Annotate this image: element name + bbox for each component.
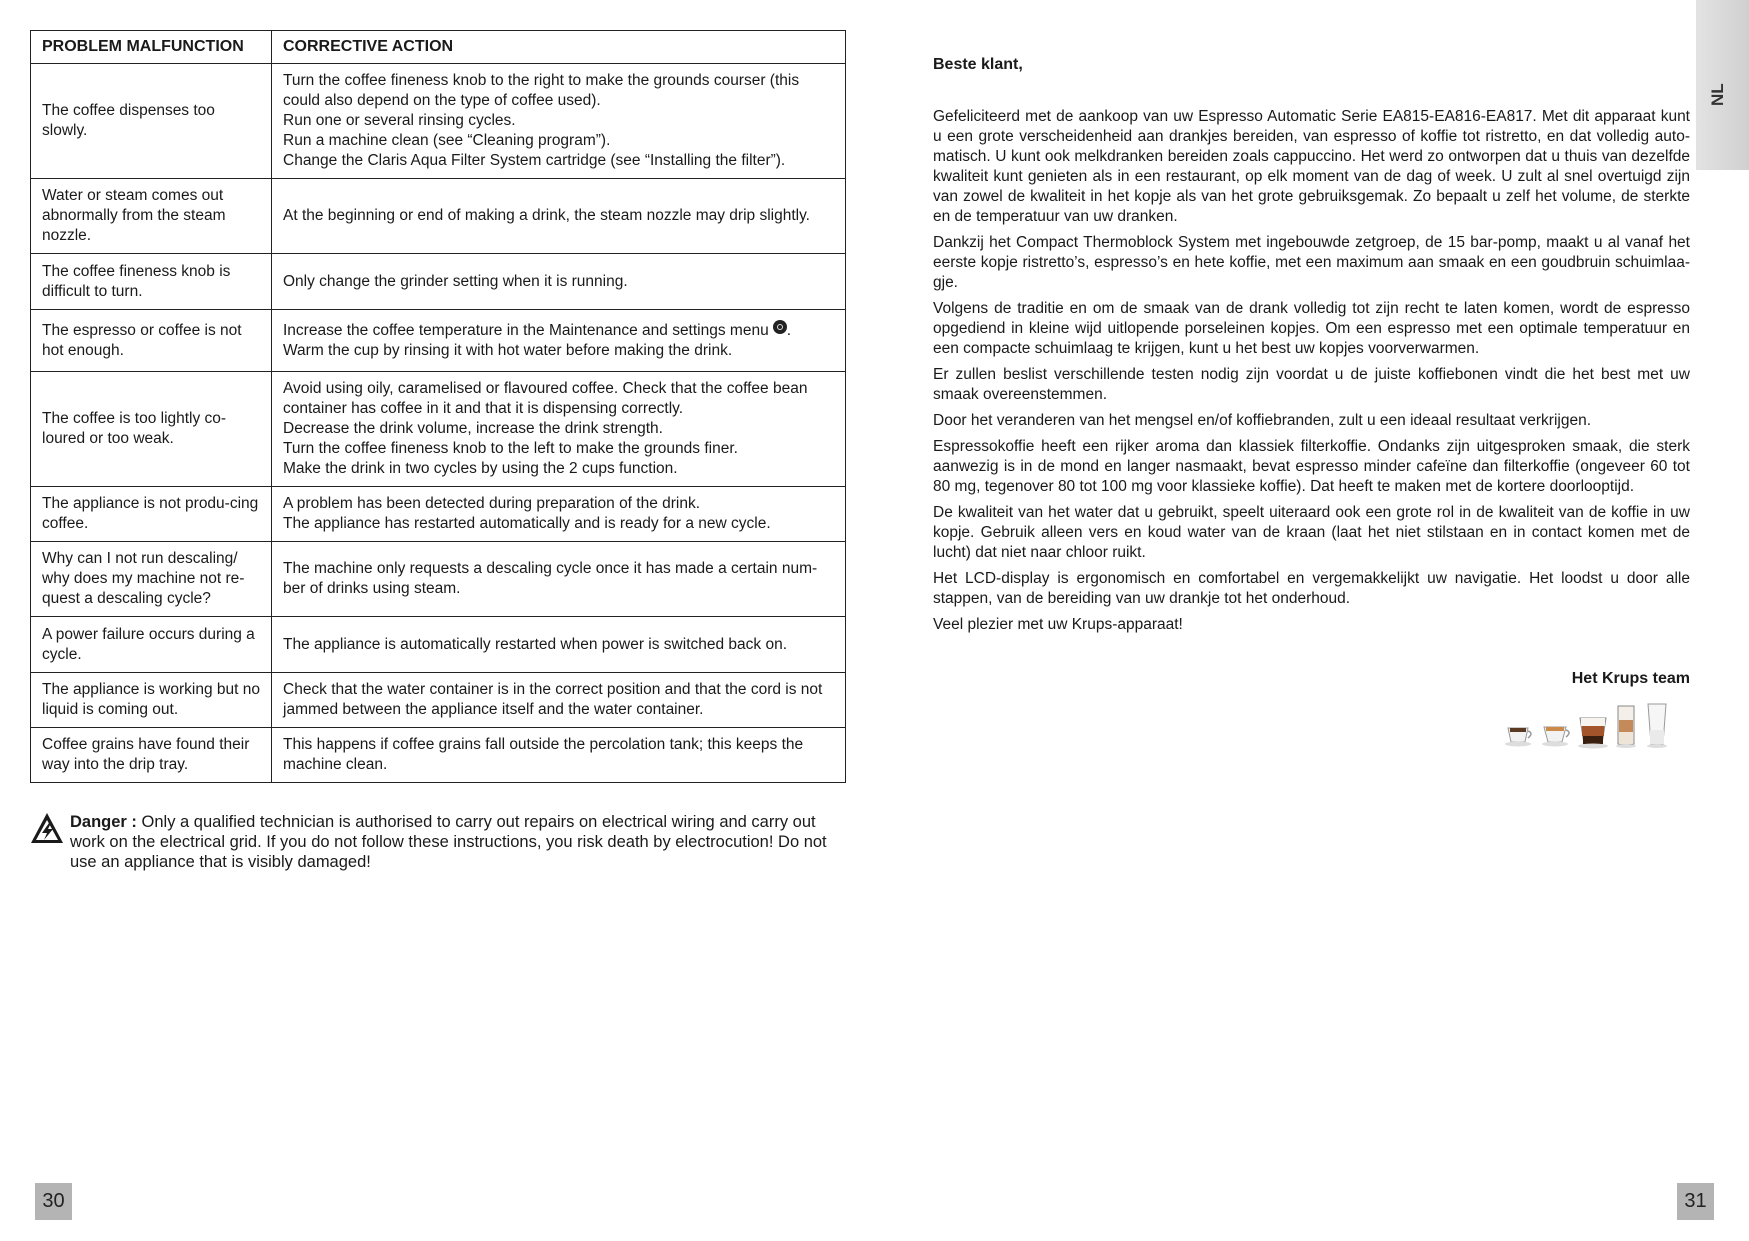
- intro-paragraph: Door het veranderen van het mengsel en/of koffiebranden, zult u een ideaal resultaat verkrijgen.: [933, 412, 1592, 429]
- problem-cell: The coffee is too lightly co-loured or too weak.: [31, 372, 272, 487]
- intro-paragraph: Gefeliciteerd met de aankoop van uw Espresso Automatic Serie EA815-EA816-EA817. Met dit apparaat kunt u een grote verscheidenheid aan drankjes bereiden, van espresso of koffie tot ristretto, en dat volledig auto-matisch. U kunt ook melkdranken bereiden zoals cappuccino. Het werd zo ontworpen dat u thuis van dezelfde kwaliteit kunt genieten als in een restaurant, op elk moment van de dag of week. U zult al snel overtuigd zijn van zowel de kwaliteit in het kopje als van het grote gebruiksgemak. Zo bepaalt u zelf het volume, de sterkte en de temperatuur van uw dranken.: [933, 108, 1690, 225]
- action-cell: [272, 728, 846, 783]
- action-text: Increase the coffee temperature in the Maintenance and settings menu: [283, 322, 769, 339]
- intro-paragraph: Veel plezier met uw Krups-apparaat!: [933, 616, 1183, 633]
- table-row: [31, 64, 846, 179]
- action-line: The appliance is automatically restarted when power is switched back on.: [283, 635, 788, 653]
- action-line: Turn the coffee fineness knob to the right to make the grounds courser (this could also depend on the type of coffee used).: [283, 72, 800, 109]
- action-line: Run one or several rinsing cycles.: [283, 112, 516, 129]
- intro-paragraph: De kwaliteit van het water dat u gebruikt, speelt uiteraard ook een grote rol in de kwaliteit van de koffie in uw kopje. Gebruik alleen vers en koud water van de kraan (laat het niet stilstaan en in contact komen met de lucht) dat niet naar chloor ruikt.: [933, 504, 1690, 561]
- language-tab-label: NL: [1708, 83, 1727, 106]
- cappuccino-glass-icon: [1578, 718, 1608, 749]
- espresso-cup-icon: [1505, 728, 1531, 747]
- problem-cell: The coffee fineness knob is difficult to turn.: [31, 254, 272, 310]
- action-line: A problem has been detected during preparation of the drink.: [283, 495, 701, 512]
- action-line: Decrease the drink volume, increase the drink strength.: [283, 420, 663, 437]
- action-cell: [272, 487, 846, 542]
- column-header-problem: PROBLEM MALFUNCTION: [31, 31, 272, 64]
- action-line: At the beginning or end of making a drink, the steam nozzle may drip slightly.: [283, 207, 810, 224]
- intro-paragraph: Het LCD-display is ergonomisch en comfortabel en vergemakkelijkt uw navigatie. Het loodst u door alle stappen, van de bereiding van uw drankje tot het onderhoud.: [933, 570, 1690, 607]
- action-cell: [272, 310, 846, 372]
- action-cell: [272, 617, 846, 673]
- intro-paragraph: Espressokoffie heeft een rijker aroma dan klassiek filterkoffie. Ondanks zijn uitgesproken smaak, die sterk aanwezig is in de mond en langer nasmaakt, bevat espresso minder cafeïne dan filterkoffie (ongeveer 60 tot 80 mg, tegenover 80 tot 100 mg voor klassieke koffie). Dat heeft te maken met de kortere doorlooptijd.: [933, 438, 1690, 495]
- tall-glass-icon: [1647, 704, 1667, 748]
- troubleshooting-section: [30, 30, 845, 783]
- column-header-action: CORRECTIVE ACTION: [272, 31, 846, 64]
- action-cell: [272, 64, 846, 179]
- table-row: [31, 542, 846, 617]
- problem-cell: Water or steam comes out abnormally from the steam nozzle.: [31, 179, 272, 254]
- action-line: The appliance has restarted automatically and is ready for a new cycle.: [283, 515, 771, 532]
- action-line: Check that the water container is in the correct position and that the cord is not jammed between the appliance itself and the water container.: [283, 681, 823, 718]
- troubleshooting-table: [30, 30, 846, 783]
- electrical-hazard-icon: [30, 812, 64, 844]
- problem-cell: Coffee grains have found their way into the drip tray.: [31, 728, 272, 783]
- action-line: Warm the cup by rinsing it with hot water before making the drink.: [283, 342, 733, 359]
- danger-label: Danger :: [70, 813, 137, 831]
- problem-cell: Why can I not run descaling/ why does my machine not re-quest a descaling cycle?: [31, 542, 272, 617]
- action-line: Increase the coffee temperature in the Maintenance and settings menu .: [283, 322, 791, 339]
- latte-glass-icon: [1616, 706, 1636, 748]
- action-line: Make the drink in two cycles by using the 2 cups function.: [283, 460, 678, 477]
- signature: Het Krups team: [1571, 670, 1690, 687]
- table-row: [31, 487, 846, 542]
- coffee-cup-icon: [1542, 727, 1569, 747]
- action-line: This happens if coffee grains fall outside the percolation tank; this keeps the machine clean.: [283, 736, 804, 773]
- action-cell: [272, 542, 846, 617]
- action-line: Only change the grinder setting when it is running.: [283, 272, 628, 290]
- danger-warning: [30, 812, 845, 872]
- page-number-left: 30: [35, 1183, 72, 1220]
- table-row: [31, 372, 846, 487]
- table-row: [31, 254, 846, 310]
- problem-cell: A power failure occurs during a cycle.: [31, 617, 272, 673]
- intro-paragraph: Volgens de traditie en om de smaak van de drank volledig tot zijn recht te laten komen, wordt de espresso opgediend in kleine wijd uitlopende porseleinen kopjes. Om een espresso met een optimale temperatuur en een compacte schuimlaag te krijgen, kunt u het best uw kopjes voorverwarmen.: [933, 300, 1690, 357]
- action-cell: [272, 179, 846, 254]
- problem-cell: The appliance is working but no liquid is coming out.: [31, 673, 272, 728]
- intro-paragraph: Dankzij het Compact Thermoblock System met ingebouwde zetgroep, de 15 bar-pomp, maakt u al vanaf het eerste kopje ristretto’s, espresso’s en hete koffie, met een maximum aan smaak en een goudbruin schuimlaa-gje.: [933, 234, 1690, 291]
- greeting: Beste klant,: [933, 56, 1023, 73]
- problem-cell: The appliance is not produ-cing coffee.: [31, 487, 272, 542]
- action-line: Run a machine clean (see “Cleaning program”).: [283, 132, 611, 149]
- action-cell: [272, 372, 846, 487]
- action-line: Turn the coffee fineness knob to the left to make the grounds finer.: [283, 440, 738, 457]
- page-number-right: 31: [1677, 1183, 1714, 1220]
- action-line: Change the Claris Aqua Filter System cartridge (see “Installing the filter”).: [283, 152, 786, 169]
- table-row: [31, 179, 846, 254]
- action-cell: [272, 673, 846, 728]
- table-row: [31, 673, 846, 728]
- danger-message: Only a qualified technician is authorised to carry out repairs on electrical wiring and carry out work on the electrical grid. If you do not follow these instructions, you risk death by electrocution! Do not use an appliance that is visibly damaged!: [70, 813, 827, 871]
- table-row: [31, 617, 846, 673]
- table-row: [31, 728, 846, 783]
- coffee-cups-illustration: [1500, 700, 1690, 770]
- action-line: The machine only requests a descaling cycle once it has made a certain num-ber of drinks using steam.: [283, 560, 818, 597]
- settings-menu-icon: [773, 320, 787, 334]
- table-row: [31, 310, 846, 372]
- problem-cell: The coffee dispenses too slowly.: [31, 64, 272, 179]
- introduction-section: [933, 55, 1690, 689]
- action-line: Avoid using oily, caramelised or flavoured coffee. Check that the coffee bean container has coffee in it and that it is dispensing correctly.: [283, 380, 808, 417]
- action-cell: [272, 254, 846, 310]
- problem-cell: The espresso or coffee is not hot enough.: [31, 310, 272, 372]
- table-header-row: [31, 31, 846, 64]
- danger-text-block: [70, 812, 845, 872]
- intro-paragraph: Er zullen beslist verschillende testen nodig zijn voordat u de juiste koffiebonen vindt die het best met uw smaak overeenstemmen.: [933, 366, 1690, 403]
